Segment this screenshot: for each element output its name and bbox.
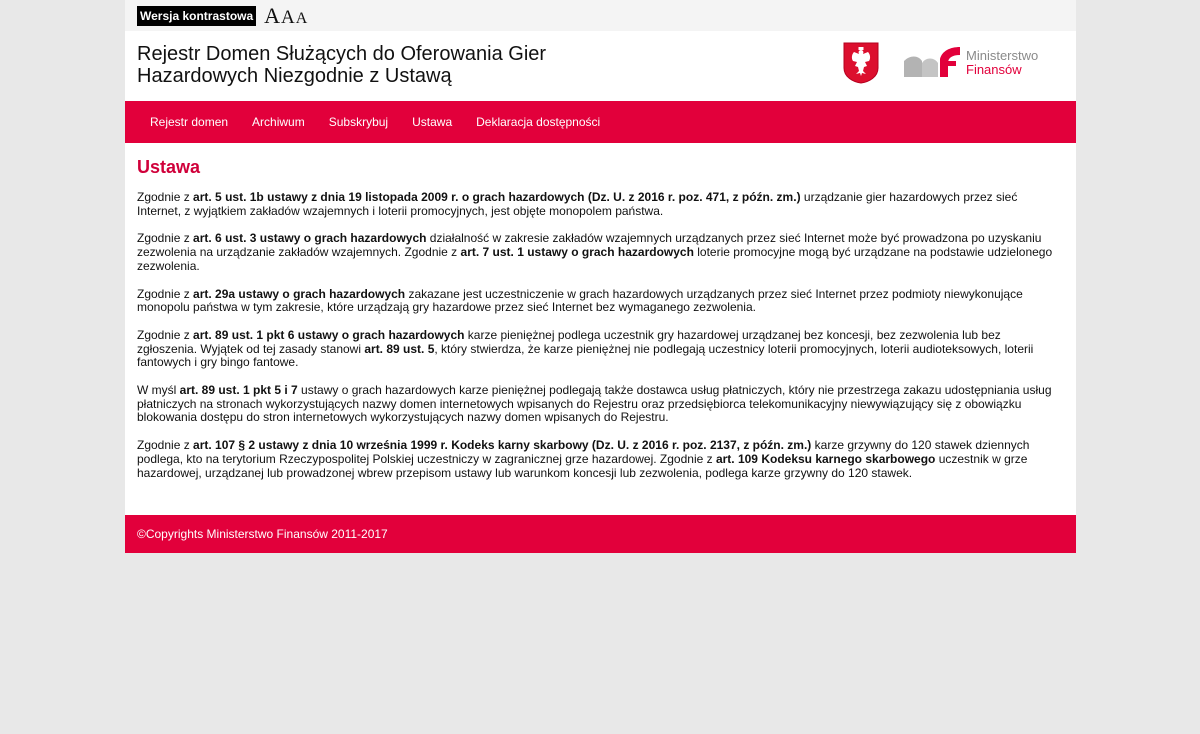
paragraph-6-bold-1: art. 107 § 2 ustawy z dnia 10 września 1999 r. Kodeks karny skarbowy (Dz. U. z 2016 r. poz. 2137, z późn. zm.): [193, 438, 812, 453]
nav-item-archiwum[interactable]: Archiwum: [252, 115, 305, 129]
paragraph-2-text-3: loterie promocyjne mogą być urządzane na podstawie udzielonego zezwolenia.: [137, 245, 1053, 273]
paragraph-3-text-1: Zgodnie z: [137, 286, 194, 301]
paragraph-6-text-2: karze grzywny do 120 stawek dziennych podlega, kto na terytorium Rzeczypospolitej Polskiej uczestniczy w zagranicznej grze hazardowej. Zgodnie z: [137, 438, 1030, 466]
nav-item-ustawa[interactable]: Ustawa: [412, 115, 453, 129]
site-footer: [125, 515, 1076, 553]
font-size-large-button[interactable]: A: [264, 2, 281, 28]
page-title: Ustawa: [137, 157, 201, 177]
paragraph-5-text-2: ustawy o grach hazardowych karze pieniężnej podlegają także dostawca usług płatniczych, który nie przestrzega zakazu udostępniania usług płatniczych na stronach wykorzystujących nazwy domen internetowych wpisanych do Rejestru oraz przedsiębiorca telekomunikacyjny niewywiązujący się z obowiązku blokowania dostępu do stron internetowych wykorzystujących nazwy domen wpisanych do Rejestru.: [137, 383, 1052, 425]
contrast-version-button[interactable]: Wersja kontrastowa: [137, 6, 256, 26]
paragraph-3: [137, 288, 1064, 315]
accessibility-bar: [125, 0, 1076, 31]
mf-logo-line2: Finansów: [966, 62, 1022, 77]
paragraph-4-bold-2: art. 89 ust. 5: [364, 341, 435, 356]
mf-logo-text: [966, 49, 1038, 77]
nav-item-subskrybuj[interactable]: Subskrybuj: [328, 115, 389, 129]
copyright-text: ©Copyrights Ministerstwo Finansów 2011-2017: [137, 527, 388, 541]
paragraph-2-text-2: działalność w zakresie zakładów wzajemnych urządzanych przez sieć Internet może być prowadzona po uzyskaniu zezwolenia na urządzanie zakładów wzajemnych. Zgodnie z: [137, 231, 1042, 260]
paragraph-4: [137, 329, 1064, 370]
paragraph-5-bold-1: art. 89 ust. 1 pkt 5 i 7: [179, 383, 298, 398]
main-content: [125, 143, 1076, 515]
mf-logo-icon: [904, 45, 966, 89]
font-size-controls: [264, 3, 308, 29]
paragraph-4-bold-1: art. 89 ust. 1 pkt 6 ustawy o grach hazardowych: [193, 327, 465, 342]
font-size-medium-button[interactable]: A: [281, 6, 295, 28]
site-title-line1: Rejestr Domen Służących do Oferowania Gier: [137, 43, 547, 65]
paragraph-6-text-1: Zgodnie z: [137, 438, 194, 453]
paragraph-3-text-2: zakazane jest uczestniczenie w grach hazardowych urządzanych przez sieć Internet przez podmioty niewykonujące monopolu państwa w tym zakresie, które urządzają gry hazardowe przez sieć Internet bez wymaganego zezwolenia.: [137, 286, 1023, 315]
paragraph-5: [137, 384, 1064, 425]
paragraph-2-text-1: Zgodnie z: [137, 231, 194, 246]
mf-logo-line1: Ministerstwo: [966, 48, 1039, 63]
paragraph-2-bold-2: art. 7 ust. 1 ustawy o grach hazardowych: [460, 245, 694, 260]
paragraph-3-bold-1: art. 29a ustawy o grach hazardowych: [193, 286, 406, 301]
paragraph-1: [137, 191, 1064, 218]
paragraph-1-text-2: urządzanie gier hazardowych przez sieć Internet, z wyjątkiem zakładów wzajemnych i loterii promocyjnych, jest objęte monopolem państwa.: [137, 190, 1018, 218]
paragraph-6: [137, 439, 1064, 480]
paragraph-1-bold-1: art. 5 ust. 1b ustawy z dnia 19 listopada 2009 r. o grach hazardowych (Dz. U. z 2016 r. poz. 471, z późn. zm.): [193, 190, 801, 204]
paragraph-4-text-2: karze pieniężnej podlega uczestnik gry hazardowej urządzanej bez koncesji, bez zezwolenia lub bez zgłoszenia. Wyjątek od tej zasady stanowi: [137, 327, 1001, 356]
site-header: [125, 31, 1076, 101]
site-title-line2: Hazardowych Niezgodnie z Ustawą: [137, 65, 452, 87]
paragraph-4-text-1: Zgodnie z: [137, 327, 194, 342]
paragraph-2: [137, 232, 1064, 273]
paragraph-4-text-3: , który stwierdza, że karze pieniężnej nie podlegają uczestnicy loterii promocyjnych, loterii audioteksowych, loterii fantowych i gry bingo fantowe.: [137, 341, 1034, 370]
paragraph-6-bold-2: art. 109 Kodeksu karnego skarbowego: [715, 451, 936, 466]
paragraph-5-text-1: W myśl: [137, 383, 180, 398]
site-title[interactable]: [137, 43, 577, 87]
font-size-small-button[interactable]: A: [295, 9, 308, 27]
page-container: [125, 0, 1076, 553]
nav-item-rejestr-domen[interactable]: Rejestr domen: [150, 115, 229, 129]
paragraph-1-text-1: Zgodnie z: [137, 190, 194, 204]
paragraph-2-bold-1: art. 6 ust. 3 ustawy o grach hazardowych: [193, 231, 427, 246]
polish-eagle-emblem-icon: [843, 42, 879, 84]
main-navigation: [125, 101, 1076, 143]
nav-item-deklaracja-dostepnosci[interactable]: Deklaracja dostępności: [476, 115, 601, 129]
ministry-of-finance-logo[interactable]: [904, 45, 1056, 89]
paragraph-6-text-3: uczestnik w grze hazardowej, urządzanej lub prowadzonej wbrew przepisom ustawy lub warunkom koncesji lub zezwolenia, podlega karze grzywny do 120 stawek.: [137, 451, 1028, 480]
